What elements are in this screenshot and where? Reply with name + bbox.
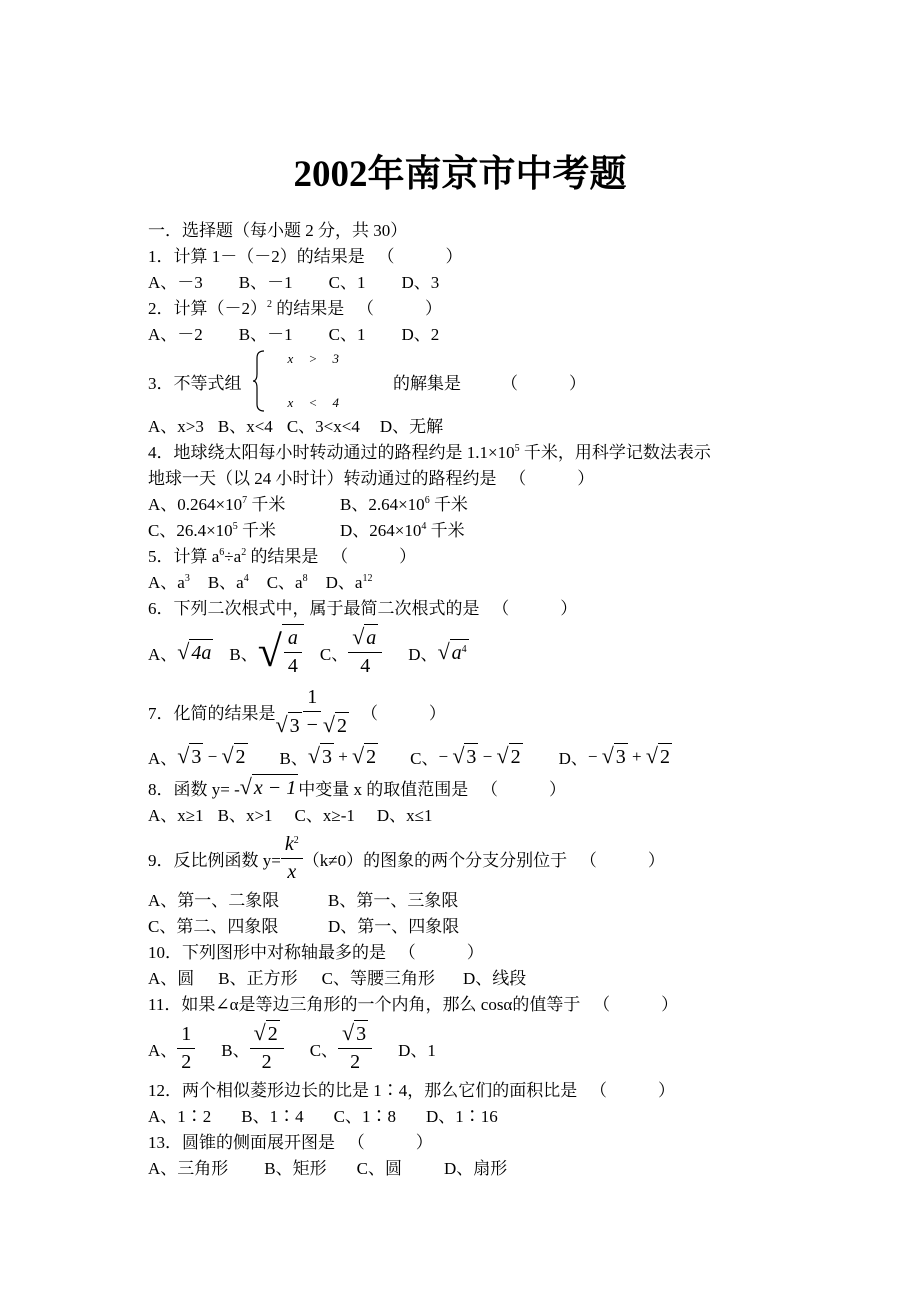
radicand: 3: [189, 743, 203, 770]
question-12: 12．两个相似菱形边长的比是 1∶4，那么它们的面积比是 （ ）: [148, 1081, 675, 1100]
option-c: C、: [319, 644, 349, 664]
option-a: A、0.264×10: [148, 495, 243, 514]
question-2-options: [148, 322, 888, 348]
radicand: 3: [320, 743, 334, 770]
answer-paren: （ ）: [360, 704, 446, 723]
question-11-options: [148, 1018, 888, 1078]
option-a: A、x≥1: [148, 806, 204, 825]
question-5: [148, 544, 888, 570]
option-a: A、1∶2: [148, 1107, 212, 1126]
question-list: [148, 218, 888, 1182]
question-9-options-cd: [148, 914, 888, 940]
question-12-options: [148, 1104, 888, 1130]
question-9-options-ab: [148, 888, 888, 914]
option-b: B、: [229, 644, 258, 664]
q2-exp: 2: [267, 299, 272, 310]
denominator: 2: [181, 1050, 192, 1073]
option-b: B、矩形: [264, 1159, 327, 1178]
exp: 7: [242, 495, 248, 506]
q4-option-c: [148, 518, 340, 544]
option-c: C、a: [266, 573, 303, 592]
option-d: D、第一、四象限: [328, 917, 460, 936]
fraction: √ a 4: [348, 624, 382, 680]
fraction: √ 2 2: [250, 1020, 284, 1076]
denominator: 2: [261, 1051, 272, 1073]
radicand: 2: [658, 743, 672, 770]
page-title: 2002年南京市中考题: [293, 154, 627, 195]
q4-option-d: [340, 518, 465, 544]
option-d: D、3: [401, 273, 440, 292]
q4-b: 千米，用科学记数法表示: [519, 443, 711, 462]
option-a: A、: [148, 1040, 178, 1060]
numerator: a: [284, 625, 302, 653]
option-d: D、: [408, 644, 438, 664]
radicand: 2: [509, 743, 523, 770]
question-6: 6．下列二次根式中，属于最简二次根式的是 （ ）: [148, 599, 578, 618]
exp: 3: [184, 573, 190, 584]
radicand: a: [364, 624, 378, 651]
option-c: C、等腰三角形: [321, 969, 435, 988]
question-7-options: A、 √ 3 − √ 2 B、 √ 3 + √ 2 C、 − √ 3 − √ 2 D、 − √ 3 + √ 2: [148, 743, 670, 768]
radicand: x − 1: [252, 774, 298, 801]
question-1-options: [148, 270, 888, 296]
numerator: 1: [177, 1021, 195, 1049]
exp: 8: [302, 573, 308, 584]
q5-b: ÷a: [224, 547, 242, 566]
base: a: [451, 641, 462, 664]
question-7: [148, 682, 888, 741]
option-a: A、a: [148, 573, 185, 592]
exp: 2: [293, 835, 299, 846]
option-a: A、: [148, 749, 178, 768]
option-a: A、－2: [148, 325, 203, 344]
option-a: A、－3: [148, 273, 203, 292]
sqrt-icon: √ $a^4$: [437, 638, 467, 664]
option-b: B、x>1: [217, 806, 273, 825]
exp: 2: [241, 547, 247, 558]
q7-pre: 7．化简的结果是: [148, 704, 276, 723]
option-c: C、26.4×10: [148, 521, 233, 540]
operator: −: [301, 714, 323, 736]
q8-pre: 8．函数 y= -: [148, 780, 240, 799]
sign: −: [438, 746, 453, 766]
q2-text: 2．计算（－2）: [148, 299, 267, 318]
answer-paren: （ ）: [501, 373, 587, 393]
option-b: B、: [279, 749, 308, 768]
unit: 千米: [426, 521, 465, 540]
q5-a: 5．计算 a: [148, 547, 220, 566]
denominator: 4: [287, 655, 298, 677]
question-4-line2: 地球一天（以 24 小时计）转动通过的路程约是 （ ）: [148, 469, 595, 488]
exp: 4: [421, 521, 427, 532]
operator: −: [478, 746, 497, 766]
option-a: A、圆: [148, 969, 195, 988]
q3-pre: 3．不等式组: [148, 373, 242, 393]
question-13: 13．圆锥的侧面展开图是 （ ）: [148, 1133, 433, 1152]
operator: −: [203, 746, 222, 766]
option-c: C、: [309, 1040, 339, 1060]
option-c: C、1: [328, 325, 366, 344]
radicand: 3: [354, 1020, 368, 1047]
question-10: 10．下列图形中对称轴最多的是 （ ）: [148, 943, 484, 962]
q9-post: （k≠0）的图象的两个分支分别位于 （ ）: [302, 851, 665, 870]
option-d: D、x≤1: [376, 806, 433, 825]
option-b: B、2.64×10: [340, 495, 425, 514]
question-3: [148, 348, 888, 414]
q5-c: 的结果是 （ ）: [246, 547, 417, 566]
q4-option-b: [340, 492, 468, 518]
unit: 千米: [247, 495, 286, 514]
option-b: B、: [221, 1040, 250, 1060]
inequality-1: x > 3: [287, 351, 340, 366]
option-b: B、－1: [238, 273, 293, 292]
denominator: 2: [350, 1051, 361, 1073]
exp: 6: [219, 547, 225, 558]
question-4-line1: [148, 440, 888, 466]
exp: 4: [243, 573, 249, 584]
option-b: B、x<4: [217, 417, 273, 436]
option-a: A、第一、二象限: [148, 891, 280, 910]
question-10-options: [148, 966, 888, 992]
question-8-options: [148, 803, 888, 829]
option-a: A、: [148, 644, 178, 664]
radicand: 2: [234, 743, 248, 770]
q8-post: 中变量 x 的取值范围是 （ ）: [298, 780, 566, 799]
radicand: 3: [464, 743, 478, 770]
question-6-options: [148, 622, 888, 682]
unit: 千米: [237, 521, 276, 540]
question-9: [148, 829, 888, 888]
option-d: D、1∶16: [425, 1107, 498, 1126]
option-d: D、264×10: [340, 521, 422, 540]
option-c: C、第二、四象限: [148, 917, 279, 936]
option-c: C、1∶8: [333, 1107, 396, 1126]
q4-a: 4．地球绕太阳每小时转动通过的路程约是 1.1×10: [148, 443, 515, 462]
inequality-system: [288, 350, 340, 412]
q2-tail: 的结果是 （ ）: [272, 299, 442, 318]
option-c: C、: [410, 749, 439, 768]
exp: 5: [232, 521, 238, 532]
inequality-2: x < 4: [287, 395, 340, 410]
numerator: k: [284, 833, 294, 855]
question-11: 11．如果∠α是等边三角形的一个内角，那么 cosα的值等于 （ ）: [148, 995, 679, 1014]
numerator: 1: [303, 684, 321, 712]
brace-icon: [252, 350, 266, 412]
question-3-options: [148, 414, 888, 440]
q4-option-a: [148, 492, 340, 518]
fraction: [281, 831, 303, 886]
option-d: D、线段: [462, 969, 527, 988]
fraction: [177, 1021, 195, 1076]
option-a: A、x>3: [148, 417, 204, 436]
option-c: C、x≥-1: [294, 806, 355, 825]
option-c: C、1: [328, 273, 366, 292]
question-13-options: [148, 1156, 888, 1182]
option-b: B、1∶4: [241, 1107, 304, 1126]
q4-exp: 5: [514, 443, 520, 454]
radicand: 2: [364, 743, 378, 770]
option-b: B、a: [207, 573, 244, 592]
sign: −: [587, 746, 602, 766]
option-a: A、三角形: [148, 1159, 229, 1178]
option-d: D、1: [398, 1040, 436, 1060]
fraction: 1 √ 3 − √ 2: [275, 686, 347, 737]
question-1: 1．计算 1－（－2）的结果是 （ ）: [148, 247, 463, 266]
question-4-options-cd: [148, 518, 888, 544]
question-4-options-ab: [148, 492, 888, 518]
option-d: D、无解: [379, 417, 444, 436]
fraction: √ 3 2: [338, 1020, 372, 1076]
option-d: D、扇形: [443, 1159, 508, 1178]
exp: 6: [424, 495, 430, 506]
exp: 12: [362, 573, 373, 584]
radicand: 2: [266, 1020, 280, 1047]
option-b: B、正方形: [218, 969, 298, 988]
option-d: D、2: [401, 325, 440, 344]
sqrt-icon: √ x − 1: [239, 774, 297, 799]
question-2: [148, 296, 888, 322]
question-5-options: [148, 570, 888, 596]
unit: 千米: [429, 495, 468, 514]
question-8: [148, 772, 888, 803]
operator: +: [627, 746, 646, 766]
q3-post-text: 的解集是: [393, 373, 462, 393]
radicand: 3: [614, 743, 628, 770]
option-b: B、第一、三象限: [328, 891, 459, 910]
option-d: D、a: [325, 573, 363, 592]
q9-pre: 9．反比例函数 y=: [148, 851, 281, 870]
operator: +: [333, 746, 353, 766]
sqrt-icon: √ 4a: [177, 638, 212, 664]
option-c: C、圆: [356, 1159, 402, 1178]
option-d: D、: [558, 749, 588, 768]
section-heading: 一．选择题（每小题 2 分，共 30）: [148, 221, 408, 240]
radicand: 3: [288, 712, 302, 739]
radicand: 4a: [189, 639, 213, 666]
exp: 4: [461, 643, 467, 655]
sqrt-icon: √ $\frac{a}{4}$: [258, 624, 304, 680]
option-b: B、－1: [238, 325, 293, 344]
denominator: 4: [360, 655, 371, 677]
radicand: 2: [335, 712, 349, 739]
option-c: C、3<x<4: [286, 417, 360, 436]
denominator: x: [287, 861, 297, 883]
